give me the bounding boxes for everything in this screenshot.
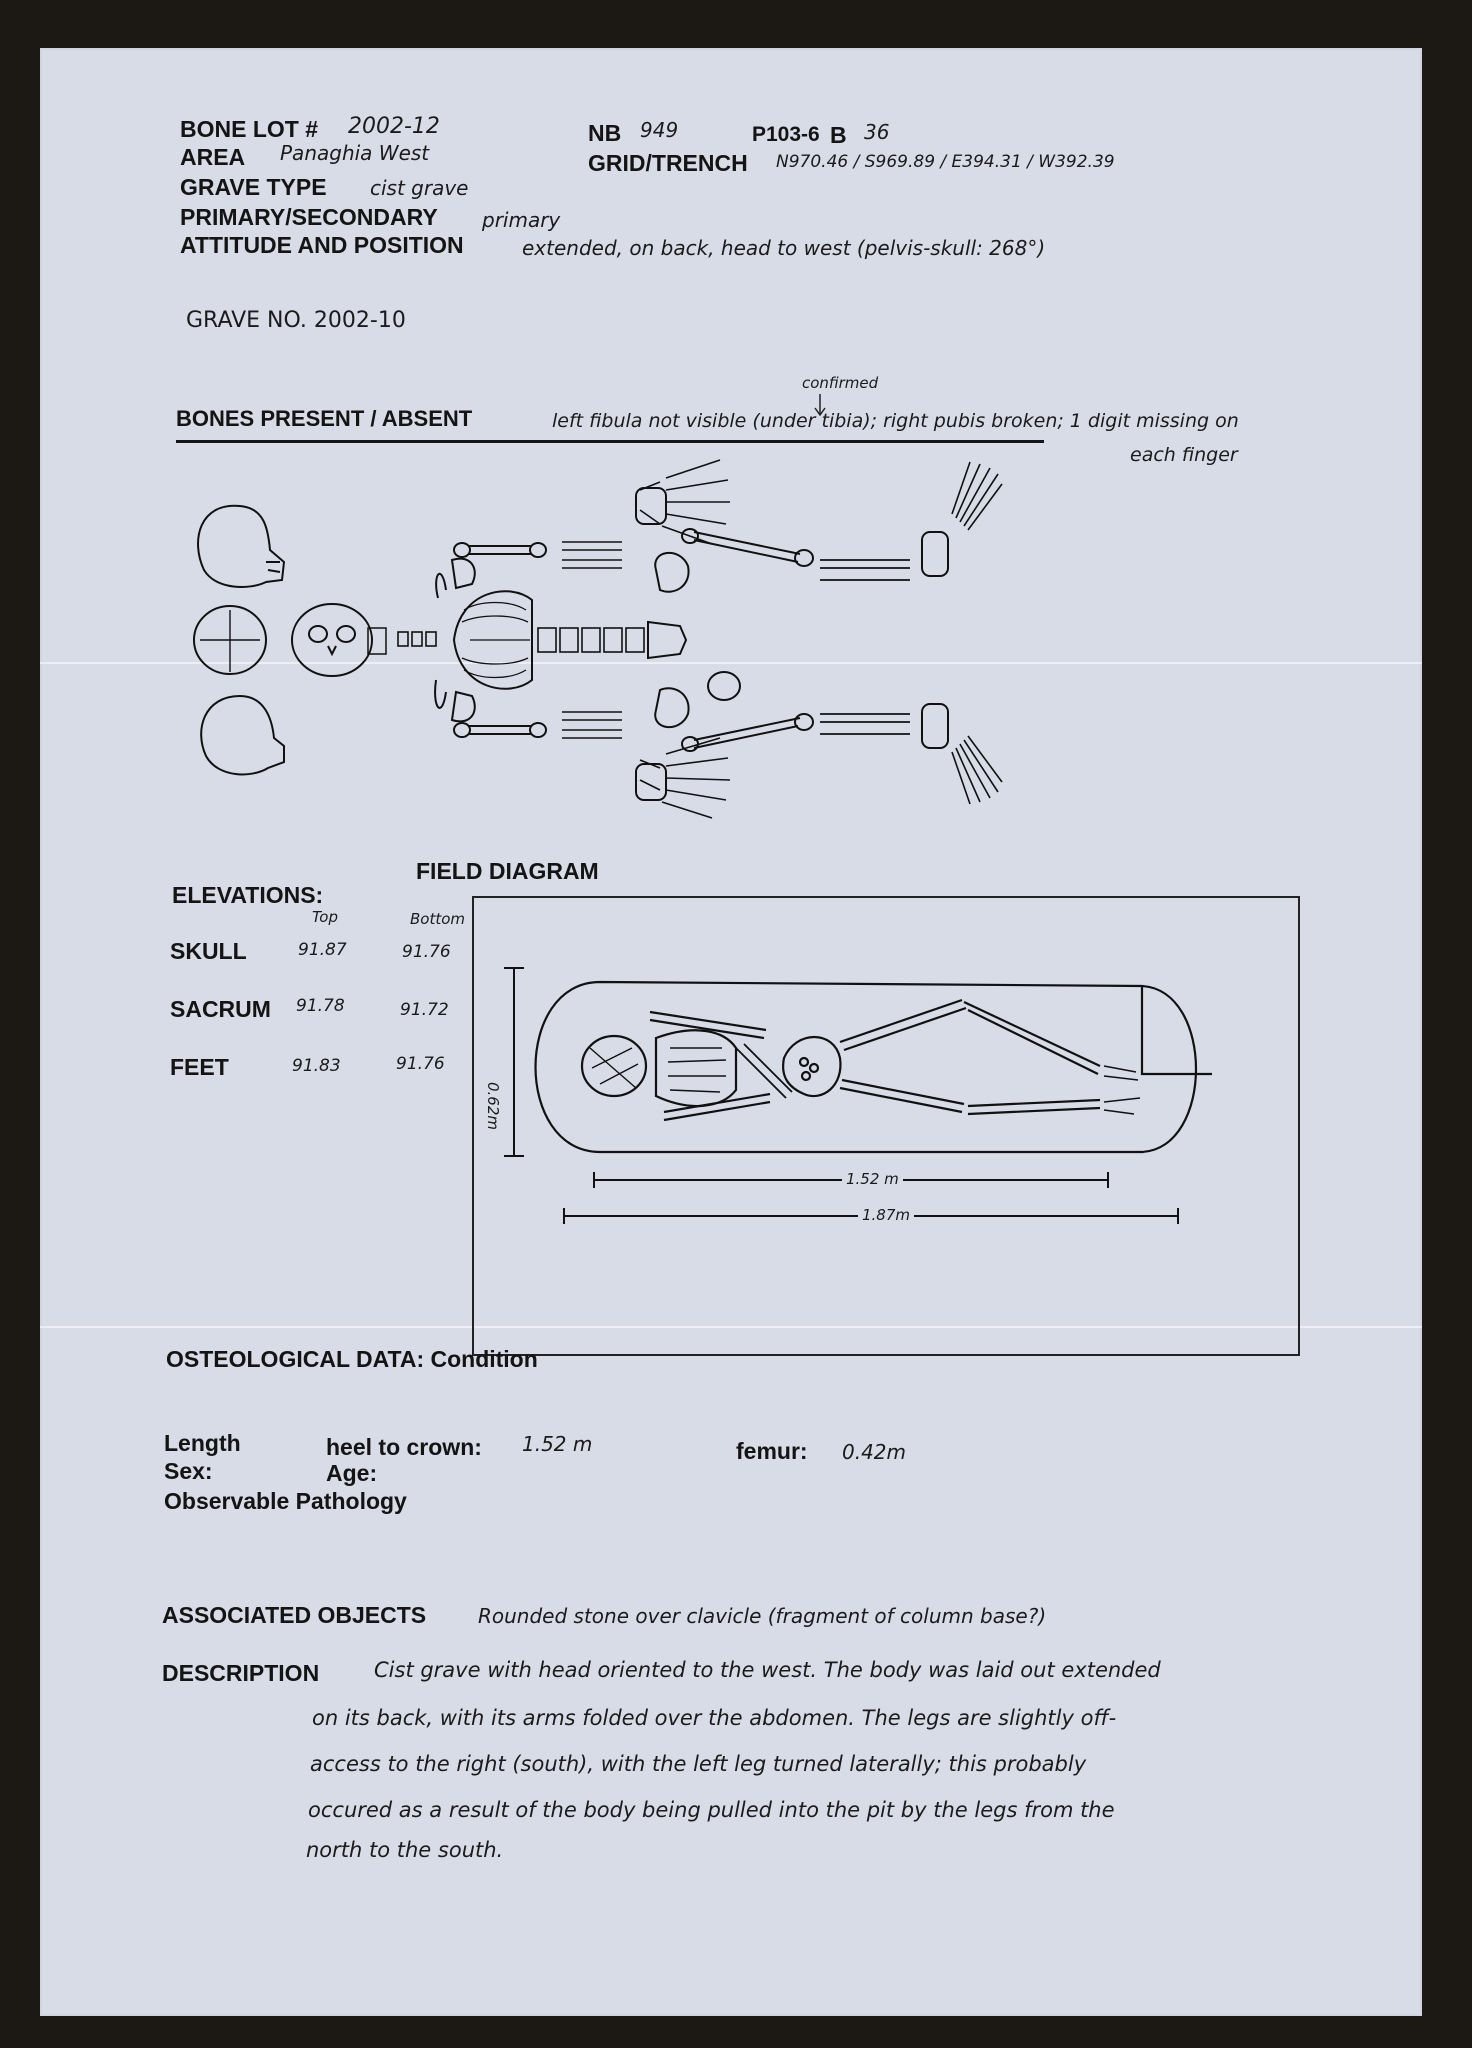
elevations-top-header: Top	[312, 908, 339, 926]
elevations-label: ELEVATIONS:	[172, 882, 324, 908]
area-label: AREA	[180, 144, 246, 170]
skeleton-inventory-diagram	[180, 450, 1060, 830]
bones-present-label: BONES PRESENT / ABSENT	[176, 406, 473, 431]
elevation-top-value: 91.83	[292, 1056, 341, 1076]
p-value: P103-6	[752, 123, 820, 146]
grave-width-label: 0.62m	[484, 1082, 502, 1131]
attitude-label: ATTITUDE AND POSITION	[180, 232, 464, 258]
outer-length-label: 1.87m	[858, 1208, 914, 1223]
femur-value: 0.42m	[842, 1440, 907, 1464]
heel-to-crown-label: heel to crown:	[326, 1434, 482, 1460]
bone-lot-value: 2002-12	[348, 114, 440, 139]
description-label: DESCRIPTION	[162, 1660, 320, 1686]
field-diagram-title: FIELD DIAGRAM	[416, 858, 599, 884]
primary-secondary-value: primary	[482, 208, 561, 232]
grid-trench-label: GRID/TRENCH	[588, 150, 748, 176]
elevation-row-name: FEET	[170, 1054, 229, 1080]
sex-label: Sex:	[164, 1458, 213, 1484]
primary-secondary-label: PRIMARY/SECONDARY	[180, 204, 438, 230]
elevation-bottom-value: 91.72	[400, 1000, 449, 1020]
elevation-bottom-value: 91.76	[396, 1054, 445, 1074]
heel-to-crown-value: 1.52 m	[522, 1432, 593, 1456]
description-line: on its back, with its arms folded over the abdomen. The legs are slightly off-	[312, 1706, 1117, 1730]
elevation-row-name: SKULL	[170, 938, 247, 964]
b-value: 36	[864, 120, 890, 144]
elevation-top-value: 91.78	[296, 996, 345, 1016]
description-line: occured as a result of the body being pulled into the pit by the legs from the	[308, 1798, 1115, 1822]
elevation-top-value: 91.87	[298, 940, 347, 960]
associated-objects-label: ASSOCIATED OBJECTS	[162, 1602, 427, 1628]
nb-value: 949	[640, 118, 679, 142]
inner-length-label: 1.52 m	[842, 1172, 903, 1187]
description-line: access to the right (south), with the left leg turned laterally; this probably	[310, 1752, 1087, 1776]
area-value: Panaghia West	[280, 141, 430, 165]
bones-note-insert: confirmed	[802, 374, 879, 392]
grid-trench-value: N970.46 / S969.89 / E394.31 / W392.39	[776, 152, 1115, 172]
nb-label: NB	[588, 120, 622, 146]
femur-label: femur:	[736, 1438, 808, 1464]
grave-number: GRAVE NO. 2002-10	[186, 308, 406, 333]
elevation-bottom-value: 91.76	[402, 942, 451, 962]
bones-underline	[176, 440, 1044, 443]
grave-plan-drawing	[474, 898, 1294, 1350]
bones-note-line2: each finger	[1130, 444, 1238, 466]
attitude-value: extended, on back, head to west (pelvis-skull: 268°)	[522, 236, 1046, 260]
pathology-label: Observable Pathology	[164, 1488, 407, 1514]
osteological-title: OSTEOLOGICAL DATA: Condition	[166, 1346, 538, 1372]
b-label: B	[830, 122, 847, 148]
bones-note-line1: left fibula not visible (under tibia); right pubis broken; 1 digit missing on	[552, 410, 1239, 432]
grave-type-value: cist grave	[370, 176, 469, 200]
length-label: Length	[164, 1430, 241, 1456]
associated-objects-value: Rounded stone over clavicle (fragment of column base?)	[478, 1604, 1047, 1628]
bone-lot-label: BONE LOT #	[180, 116, 319, 142]
elevation-row-name: SACRUM	[170, 996, 271, 1022]
age-label: Age:	[326, 1460, 378, 1486]
elevations-bottom-header: Bottom	[410, 910, 466, 928]
description-line: Cist grave with head oriented to the west. The body was laid out extended	[374, 1658, 1161, 1682]
grave-type-label: GRAVE TYPE	[180, 174, 327, 200]
description-line: north to the south.	[306, 1838, 504, 1862]
